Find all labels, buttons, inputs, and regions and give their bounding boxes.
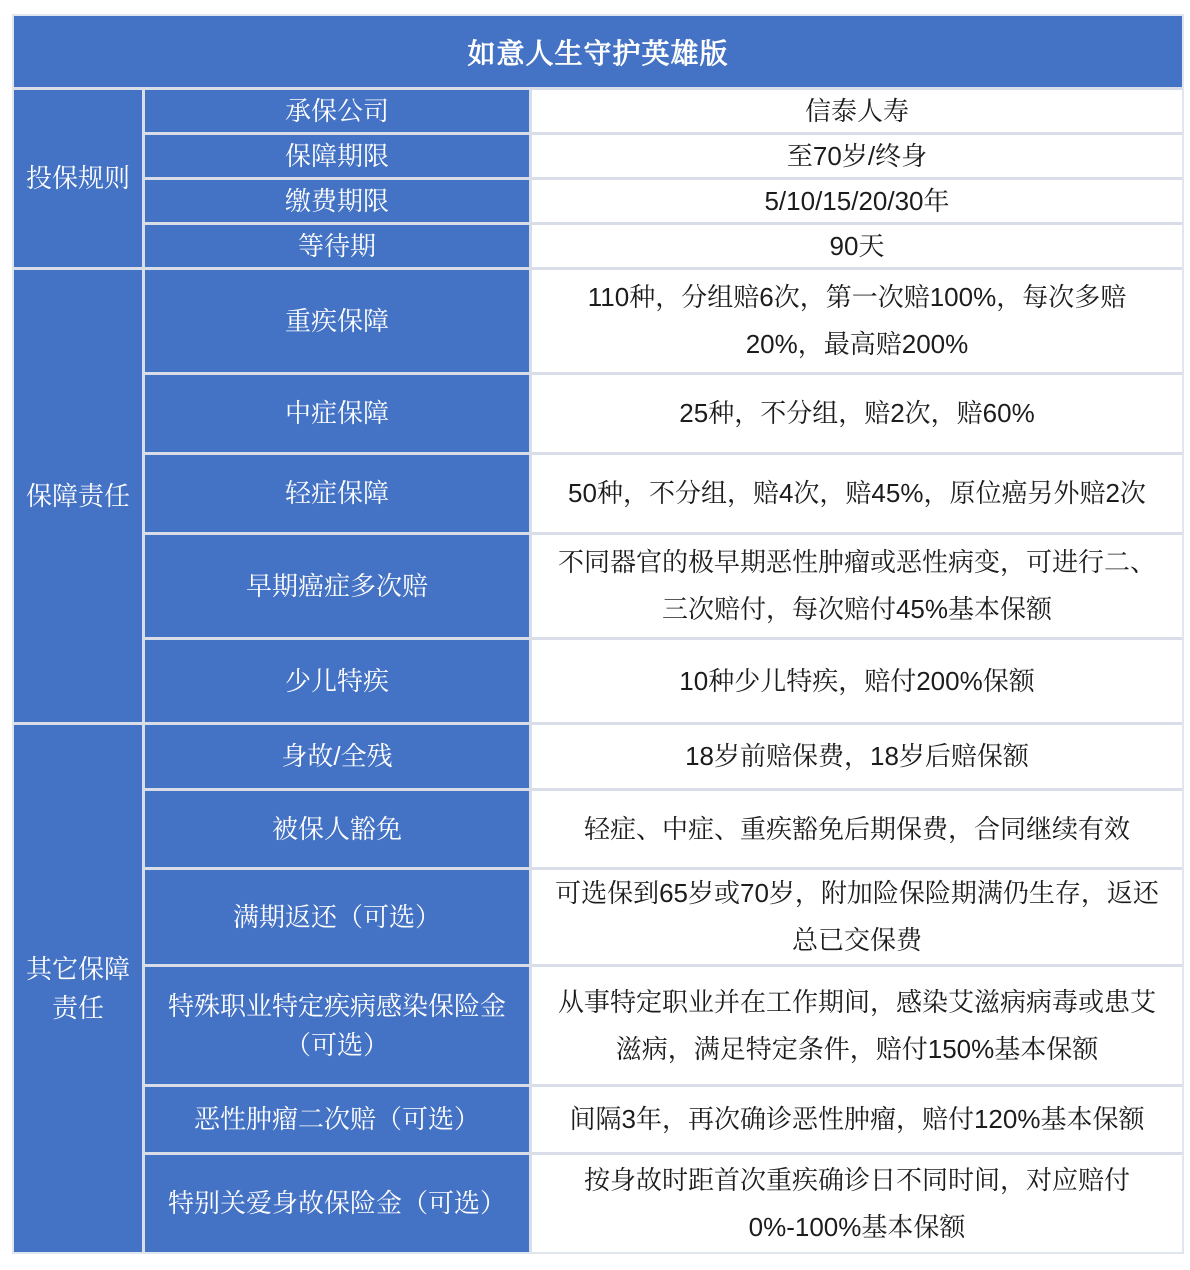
row-value-critical-illness: 110种，分组赔6次，第一次赔100%，每次多赔20%，最高赔200%	[532, 270, 1182, 372]
row-label-coverage-term: 保障期限	[145, 135, 529, 177]
insurance-product-table	[12, 14, 1184, 1254]
row-label-special-occupation-infection: 特殊职业特定疾病感染保险金（可选）	[145, 967, 529, 1084]
row-value-moderate-illness: 25种，不分组，赔2次，赔60%	[532, 375, 1182, 452]
row-label-child-specific-disease: 少儿特疾	[145, 640, 529, 722]
row-label-early-cancer-multi-pay: 早期癌症多次赔	[145, 535, 529, 637]
row-value-payment-term: 5/10/15/20/30年	[532, 180, 1182, 222]
row-label-insurer: 承保公司	[145, 90, 529, 132]
row-label-insured-waiver: 被保人豁免	[145, 791, 529, 867]
row-label-waiting-period: 等待期	[145, 225, 529, 267]
row-value-death-total-disability: 18岁前赔保费，18岁后赔保额	[532, 725, 1182, 788]
row-label-moderate-illness: 中症保障	[145, 375, 529, 452]
row-value-insurer: 信泰人寿	[532, 90, 1182, 132]
row-value-special-occupation-infection: 从事特定职业并在工作期间，感染艾滋病病毒或患艾滋病，满足特定条件，赔付150%基本保额	[532, 967, 1182, 1084]
row-value-waiting-period: 90天	[532, 225, 1182, 267]
row-value-mild-illness: 50种，不分组，赔4次，赔45%，原位癌另外赔2次	[532, 455, 1182, 532]
row-label-special-care-death-benefit: 特别关爱身故保险金（可选）	[145, 1155, 529, 1252]
row-value-early-cancer-multi-pay: 不同器官的极早期恶性肿瘤或恶性病变，可进行二、三次赔付，每次赔付45%基本保额	[532, 535, 1182, 637]
section-label-coverage-liability: 保障责任	[14, 270, 142, 722]
row-value-coverage-term: 至70岁/终身	[532, 135, 1182, 177]
row-label-maturity-refund: 满期返还（可选）	[145, 870, 529, 964]
row-label-death-total-disability: 身故/全残	[145, 725, 529, 788]
row-value-maturity-refund: 可选保到65岁或70岁，附加险保险期满仍生存，返还总已交保费	[532, 870, 1182, 964]
row-label-payment-term: 缴费期限	[145, 180, 529, 222]
product-title: 如意人生守护英雄版	[14, 16, 1182, 87]
row-label-malignant-tumor-second-pay: 恶性肿瘤二次赔（可选）	[145, 1087, 529, 1152]
row-value-child-specific-disease: 10种少儿特疾，赔付200%保额	[532, 640, 1182, 722]
row-label-mild-illness: 轻症保障	[145, 455, 529, 532]
section-label-other-liability: 其它保障责任	[14, 725, 142, 1252]
section-label-application-rules: 投保规则	[14, 90, 142, 267]
row-value-malignant-tumor-second-pay: 间隔3年，再次确诊恶性肿瘤，赔付120%基本保额	[532, 1087, 1182, 1152]
row-label-critical-illness: 重疾保障	[145, 270, 529, 372]
row-value-special-care-death-benefit: 按身故时距首次重疾确诊日不同时间，对应赔付0%-100%基本保额	[532, 1155, 1182, 1252]
row-value-insured-waiver: 轻症、中症、重疾豁免后期保费，合同继续有效	[532, 791, 1182, 867]
